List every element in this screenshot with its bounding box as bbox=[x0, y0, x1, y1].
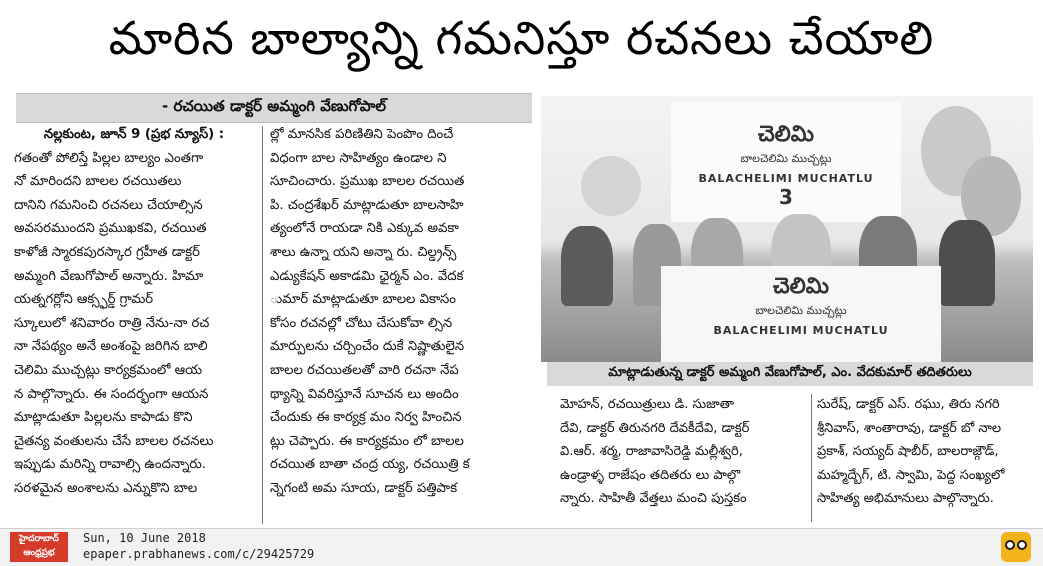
column-line: చైతన్య వంతులను చేసే బాలల రచనలు bbox=[14, 433, 214, 449]
event-photo bbox=[541, 96, 1033, 362]
column-line: ప్రకాశ్, సయ్యద్ షాబీర్, బాలరాజ్గౌడ్, bbox=[817, 444, 999, 459]
decor-tree bbox=[581, 156, 641, 216]
column-line: నా నేపథ్యం అనే అంశంపై జరిగిన బాలి bbox=[14, 339, 208, 355]
table-banner-telugu-title: బాలచెలిమి ముచ్చట్లు bbox=[755, 304, 847, 317]
banner-logo: చెలిమి bbox=[757, 122, 815, 147]
column-line: గతంతో పోలిస్తే పిల్లల బాల్యం ఎంతగా bbox=[14, 150, 204, 166]
article-column-2 bbox=[270, 123, 532, 523]
column-line: కోసం రచనల్లో చోటు చేసుకోవా ల్సిన bbox=[270, 315, 453, 331]
column-line: రచయిత బాతా చంద్ర య్య, రచయిత్రి క bbox=[270, 457, 470, 473]
column-line: శాలు ఉన్నా యని అన్నా రు. చిల్డ్రన్స్ bbox=[270, 244, 457, 260]
column-line: బాలల రచయితలతో వారి రచనా నేప bbox=[270, 362, 459, 378]
table-banner-english-title: BALACHELIMI MUCHATLU bbox=[713, 324, 889, 337]
column-line: మోహన్, రచయిత్రులు డి. సుజాతా bbox=[560, 397, 734, 412]
column-line: న్నారు. సాహితీ వేత్తలు మంచి పుస్తకం bbox=[560, 491, 747, 506]
column-line: సాహిత్య అభిమానులు పాల్గొన్నారు. bbox=[817, 491, 994, 506]
column-line: ఇప్పుడు మరిన్ని రావాల్సి ఉందన్నారు. bbox=[14, 457, 206, 473]
banner-english-title: BALACHELIMI MUCHATLU bbox=[698, 172, 874, 185]
column-line: సూచించారు. ప్రముఖ బాలల రచయిత bbox=[270, 174, 465, 190]
column-line: వి.ఆర్. శర్మ, రాజావాసిరెడ్డి మల్లీశ్వరి, bbox=[560, 444, 743, 459]
column-line: మార్పులను చర్చించేం దుకే నిష్ణాతులైన bbox=[270, 339, 465, 355]
column-line: అవసరముందని ప్రముఖకవి, రచయిత bbox=[14, 221, 207, 237]
article-column-4 bbox=[817, 393, 1037, 521]
photo-caption bbox=[547, 362, 1033, 386]
newspaper-logo-city: హైదరాబాద్ bbox=[18, 534, 60, 544]
event-banner bbox=[671, 102, 901, 222]
column-line: సరళమైన అంశాలను ఎన్నుకొని బాల bbox=[14, 480, 198, 496]
article-column-1 bbox=[14, 123, 254, 523]
column-line: ుమార్ మాట్లాడుతూ బాలల వికాసం bbox=[270, 292, 456, 308]
newspaper-logo[interactable] bbox=[10, 532, 68, 562]
edition-date: Sun, 10 June 2018 bbox=[83, 531, 206, 545]
column-line: స్కూలులో శనివారం రాత్రి నేను-నా రచ bbox=[14, 315, 210, 331]
epaper-url[interactable]: epaper.prabhanews.com/c/29425729 bbox=[83, 547, 315, 561]
column-line: విధంగా బాల సాహిత్యం ఉండాల ని bbox=[270, 150, 447, 166]
column-line: న్నెగంటి అమ సూయ, డాక్టర్ పత్తిపాక bbox=[270, 480, 458, 496]
column-line: సురేష్, డాక్టర్ ఎస్. రఘు, తిరు నగరి bbox=[817, 397, 1000, 412]
column-line: థ్యాన్ని వివరిస్తూనే సూచన లు అందిం bbox=[270, 386, 459, 402]
column-line: అమ్మంగి వేణుగోపాల్ అన్నారు. హిమా bbox=[14, 268, 204, 284]
banner-telugu-title: బాలచెలిమి ముచ్చట్లు bbox=[740, 152, 832, 165]
column-line: ఎడ్యుకేషన్ అకాడమి ఛైర్మన్ ఎం. వేదక bbox=[270, 268, 464, 284]
column-line: మాట్లాడుతూ పిల్లలను కాపాడు కొని bbox=[14, 410, 193, 426]
column-line: చేందుకు ఈ కార్యక్ర మం నిర్వ హించిన bbox=[270, 410, 462, 426]
column-line: చెలిమి ముచ్చట్లు కార్యక్రమంలో ఆయ bbox=[14, 362, 203, 378]
photo-caption-text: మాట్లాడుతున్న డాక్టర్ అమ్మంగి వేణుగోపాల్, ఎం. వేదకుమార్ తదితరులు bbox=[608, 365, 972, 380]
column-line: దేవి, డాక్టర్ తిరునగరి దేవకీదేవి, డాక్టర్ bbox=[560, 420, 750, 436]
article-headline: మారిన బాల్యాన్ని గమనిస్తూ రచనలు చేయాలి bbox=[108, 11, 935, 65]
author-byline bbox=[16, 93, 532, 123]
column-line: యత్నగర్లోని ఆక్స్ఫర్డ్ గ్రామర్ bbox=[14, 292, 154, 308]
author-byline-text: - రచయిత డాక్టర్ అమ్మంగి వేణుగోపాల్ bbox=[162, 97, 386, 115]
column-line: న పాల్గొన్నారు. ఈ సందర్భంగా ఆయన bbox=[14, 386, 209, 402]
table-banner bbox=[661, 266, 941, 362]
column-line: కాళోజీ స్మారకపురస్కార గ్రహీత డాక్టర్ bbox=[14, 244, 201, 260]
article-column-3 bbox=[560, 393, 810, 521]
column-line: పి. చంద్రశేఖర్ మాట్లాడుతూ బాలసాహి bbox=[270, 197, 464, 213]
owl-eye-icon bbox=[1005, 540, 1015, 550]
person bbox=[939, 220, 995, 306]
owl-eye-icon bbox=[1017, 540, 1027, 550]
column-line: ల్లో మానసిక పరిణితిని పెంపొం దించే bbox=[270, 127, 454, 142]
column-line: ట్లు చెప్పారు. ఈ కార్యక్రమం లో బాలల bbox=[270, 433, 464, 449]
column-line: శ్రీనివాస్, శాంతారావు, డాక్టర్ బో నాల bbox=[817, 420, 1002, 436]
dateline: నల్లకుంట, జూన్ 9 (ప్రభ న్యూస్) : bbox=[43, 127, 225, 142]
newspaper-logo-name: ఆంధ్రప్రభ bbox=[23, 548, 55, 558]
column-line: మహ్మద్బేగ్, టి. స్వామి, పెద్ద సంఖ్యలో bbox=[817, 467, 1005, 483]
epaper-footer bbox=[0, 528, 1043, 566]
column-line: దానిని గమనించి రచనలు చేయాల్సిన bbox=[14, 197, 203, 213]
column-divider bbox=[811, 394, 812, 522]
column-divider bbox=[262, 126, 263, 524]
column-line: ఉండ్రాళ్ళ రాజేషం తదితరు లు పాల్గొ bbox=[560, 467, 741, 483]
table-banner-logo: చెలిమి bbox=[772, 274, 830, 299]
person bbox=[561, 226, 613, 306]
owl-logo-icon[interactable] bbox=[1001, 532, 1031, 562]
column-line: నో మారిందని బాలల రచయితలు bbox=[14, 174, 182, 190]
column-line: త్యంలోనే రాయడా నికి ఎక్కువ అవకా bbox=[270, 221, 459, 237]
banner-number: 3 bbox=[779, 185, 793, 209]
